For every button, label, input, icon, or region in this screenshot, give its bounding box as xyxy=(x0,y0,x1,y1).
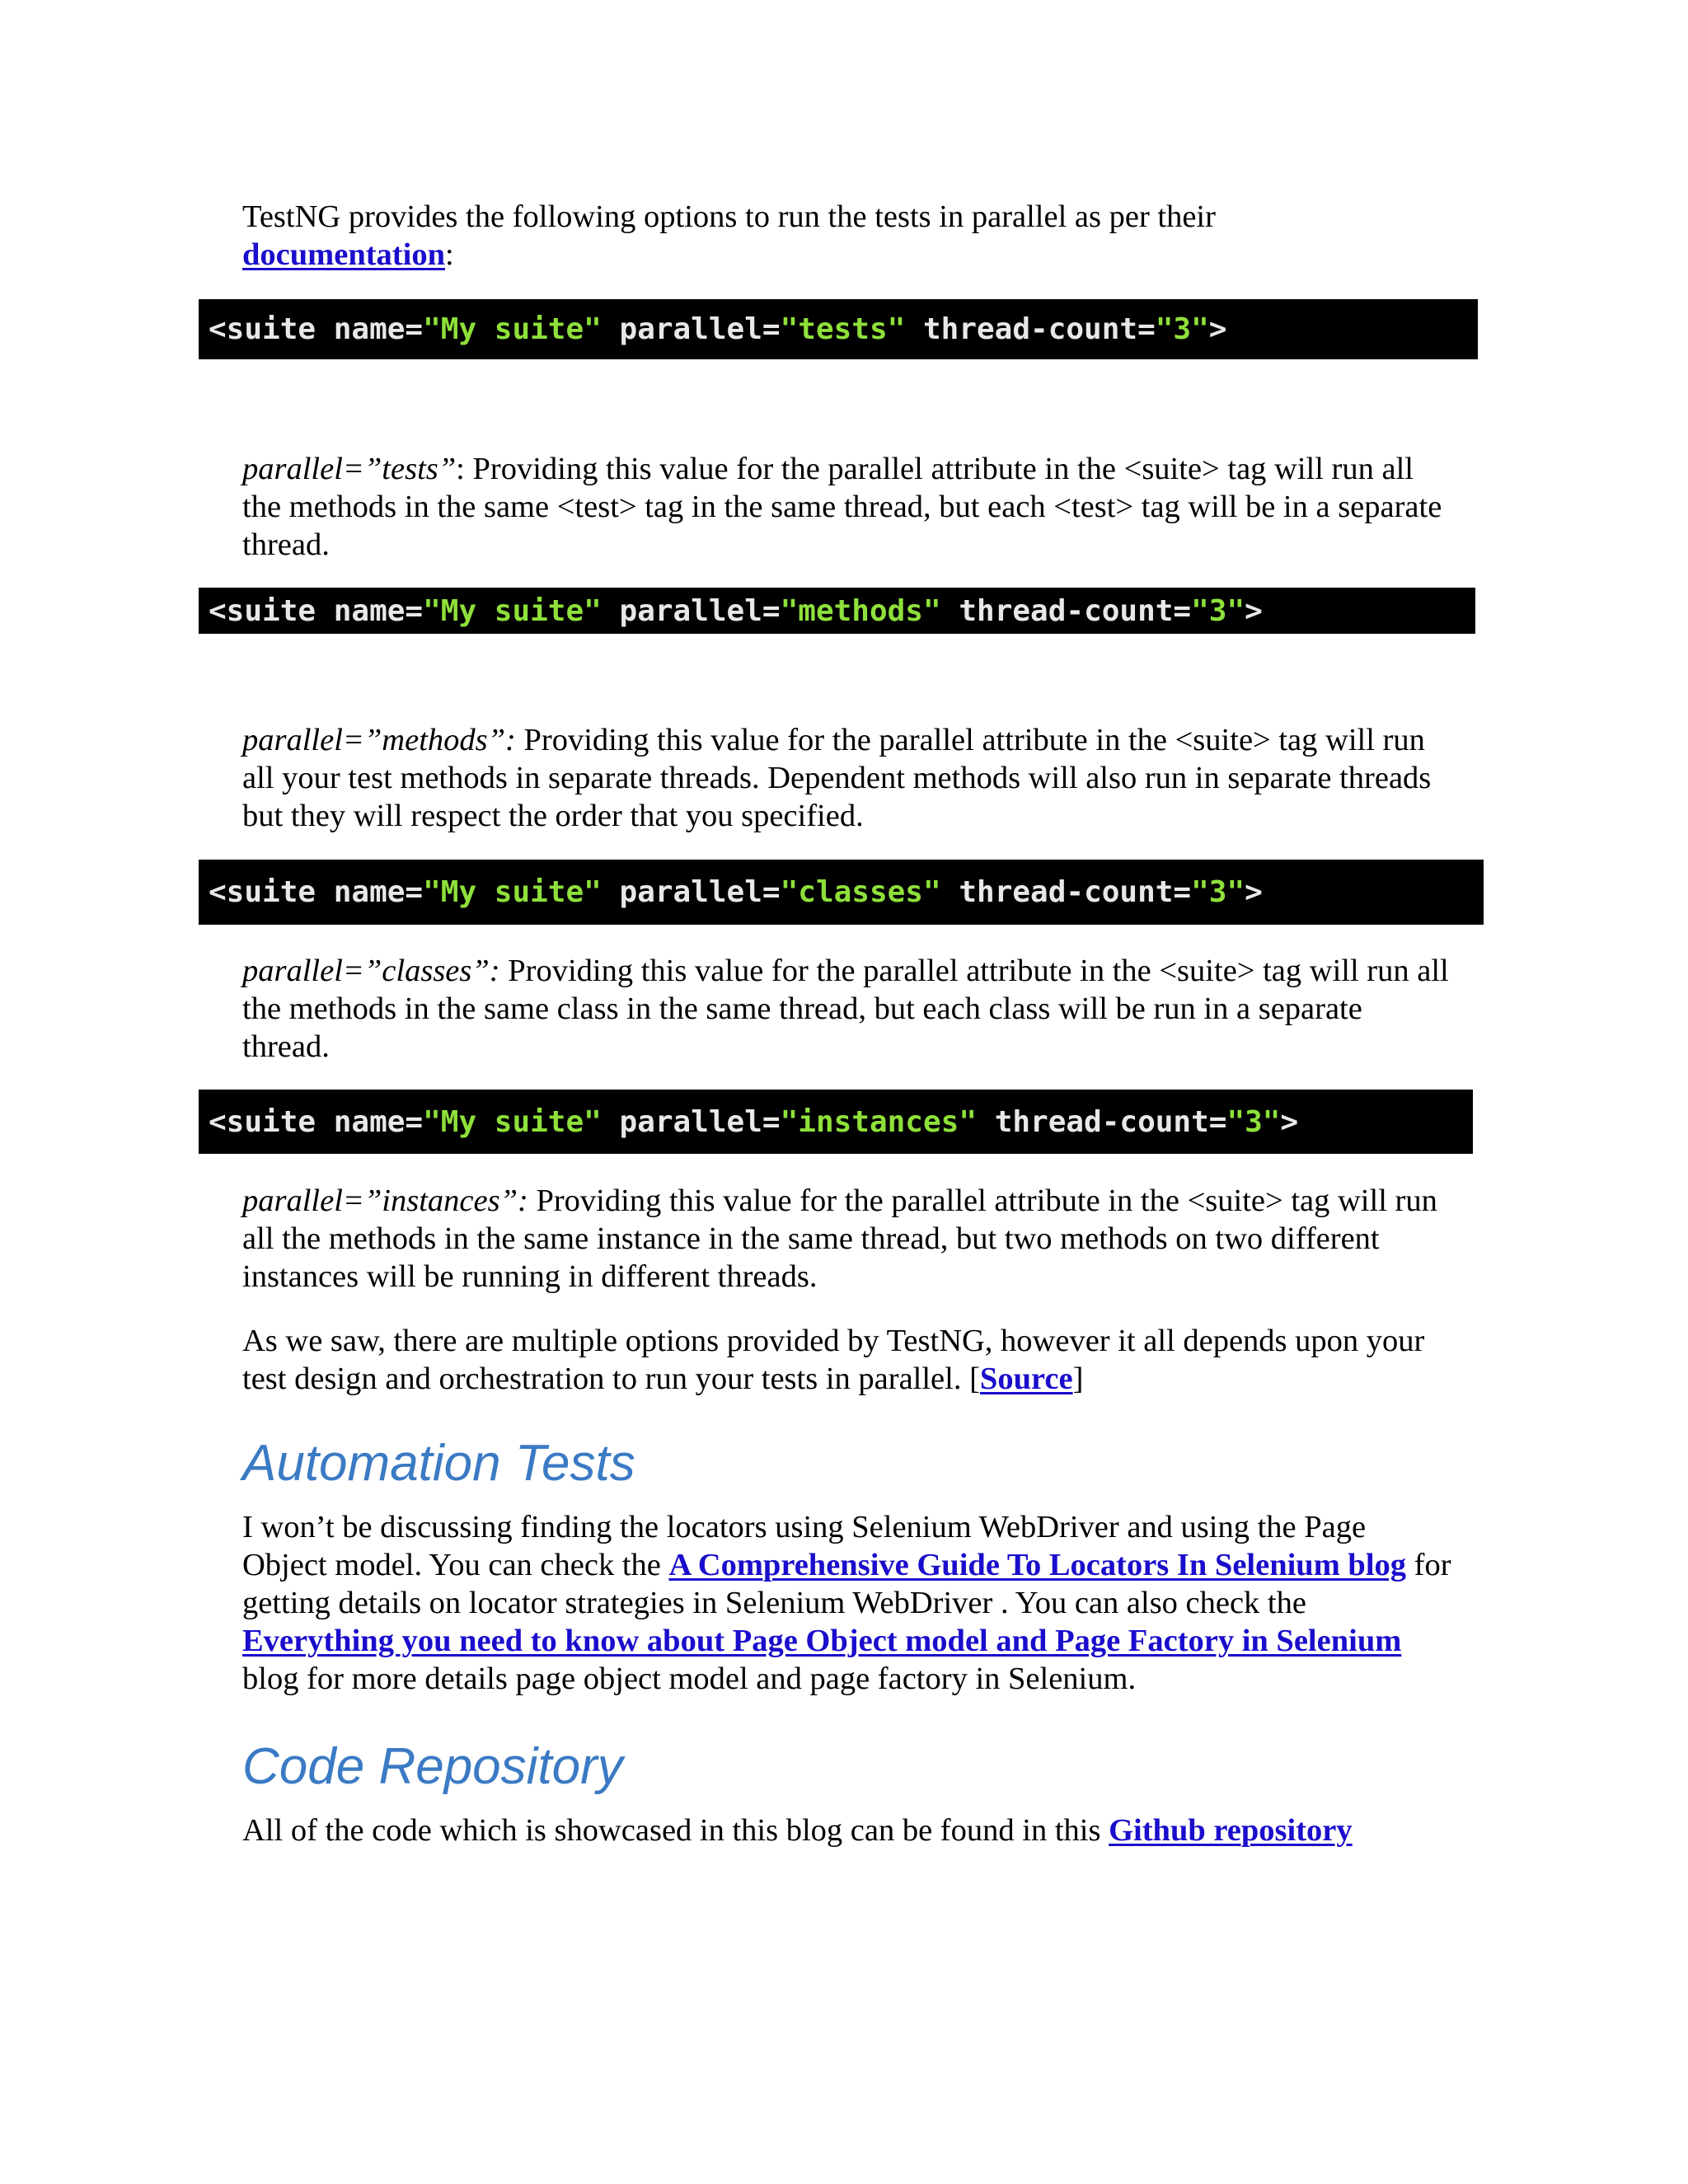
code-text: parallel= xyxy=(601,875,781,909)
automation-text: blog for more details page object model and page factory in Selenium. xyxy=(242,1661,1137,1696)
source-link[interactable]: Source xyxy=(979,1361,1073,1396)
term-methods: parallel=”methods”: xyxy=(242,723,516,757)
locators-guide-link[interactable]: A Comprehensive Guide To Locators In Selenium blog xyxy=(668,1548,1407,1582)
page-object-model-link[interactable]: Everything you need to know about Page Object model and Page Factory in Selenium xyxy=(242,1624,1402,1658)
description-text: Providing this value for the parallel attribute in the <suite> tag will run all the methods in the same instance in the same thread, but two methods on two different instances will be running in different threads. xyxy=(242,1183,1437,1294)
code-value: "My suite" xyxy=(423,312,602,346)
github-repository-link[interactable]: Github repository xyxy=(1109,1813,1353,1848)
repository-paragraph xyxy=(242,1811,1479,1849)
code-text: thread-count= xyxy=(940,593,1192,628)
code-block-classes xyxy=(199,860,1484,925)
summary-paragraph xyxy=(242,1322,1454,1398)
code-value: "My suite" xyxy=(423,875,602,909)
code-text: > xyxy=(1245,593,1263,628)
heading-automation-tests: Automation Tests xyxy=(242,1435,635,1492)
code-value: "instances" xyxy=(780,1104,978,1139)
description-methods xyxy=(242,721,1454,835)
description-instances xyxy=(242,1182,1454,1296)
code-text: <suite name= xyxy=(209,875,424,909)
code-text: > xyxy=(1208,312,1227,346)
intro-paragraph xyxy=(242,198,1231,274)
code-value: "My suite" xyxy=(423,1104,602,1139)
heading-code-repository: Code Repository xyxy=(242,1738,623,1795)
repository-text: All of the code which is showcased in this blog can be found in this xyxy=(242,1813,1109,1848)
code-text: <suite name= xyxy=(209,312,424,346)
description-tests xyxy=(242,450,1454,564)
code-value: "methods" xyxy=(780,593,941,628)
description-text: Providing this value for the parallel attribute in the <suite> tag will run all your test methods in separate threads. Dependent methods will also run in separate threads but they will respect the order that you specified. xyxy=(242,723,1432,833)
code-text: > xyxy=(1280,1104,1299,1139)
term-tests: parallel=”tests” xyxy=(242,452,457,486)
code-value: "3" xyxy=(1155,312,1209,346)
code-block-instances xyxy=(199,1090,1473,1154)
code-value: "3" xyxy=(1191,875,1245,909)
term-instances: parallel=”instances”: xyxy=(242,1183,528,1218)
code-value: "tests" xyxy=(780,312,906,346)
code-text: parallel= xyxy=(601,593,781,628)
code-text: <suite name= xyxy=(209,1104,424,1139)
documentation-link[interactable]: documentation xyxy=(242,237,445,272)
automation-paragraph xyxy=(242,1508,1454,1698)
code-text: thread-count= xyxy=(940,875,1192,909)
code-block-methods xyxy=(199,588,1475,634)
description-classes xyxy=(242,952,1454,1066)
code-text: parallel= xyxy=(601,1104,781,1139)
automation-text: for getting details on locator strategies in Selenium WebDriver . You can also check the xyxy=(242,1548,1451,1620)
description-text: Providing this value for the parallel attribute in the <suite> tag will run all the methods in the same class in the same thread, but each class will be run in a separate thread. xyxy=(242,954,1449,1064)
code-block-tests xyxy=(199,299,1478,359)
summary-text: As we saw, there are multiple options provided by TestNG, however it all depends upon your test design and orchestration to run your tests in parallel. [ xyxy=(242,1324,1425,1396)
code-text: <suite name= xyxy=(209,593,424,628)
automation-text: I won’t be discussing finding the locators using Selenium WebDriver and using the Page Object model. You can check the xyxy=(242,1510,1367,1582)
code-text: thread-count= xyxy=(977,1104,1227,1139)
intro-text: TestNG provides the following options to run the tests in parallel as per their xyxy=(242,199,1216,234)
code-value: "classes" xyxy=(780,875,941,909)
code-text: > xyxy=(1245,875,1263,909)
code-value: "3" xyxy=(1191,593,1245,628)
summary-text-end: ] xyxy=(1072,1361,1084,1396)
code-value: "3" xyxy=(1226,1104,1281,1139)
code-text: parallel= xyxy=(601,312,781,346)
term-classes: parallel=”classes”: xyxy=(242,954,500,988)
code-text: thread-count= xyxy=(905,312,1156,346)
intro-text-end: : xyxy=(444,237,454,272)
description-text: : Providing this value for the parallel attribute in the <suite> tag will run all the methods in the same <test> tag in the same thread, but each <test> tag will be in a separate thread. xyxy=(242,452,1442,562)
code-value: "My suite" xyxy=(423,593,602,628)
